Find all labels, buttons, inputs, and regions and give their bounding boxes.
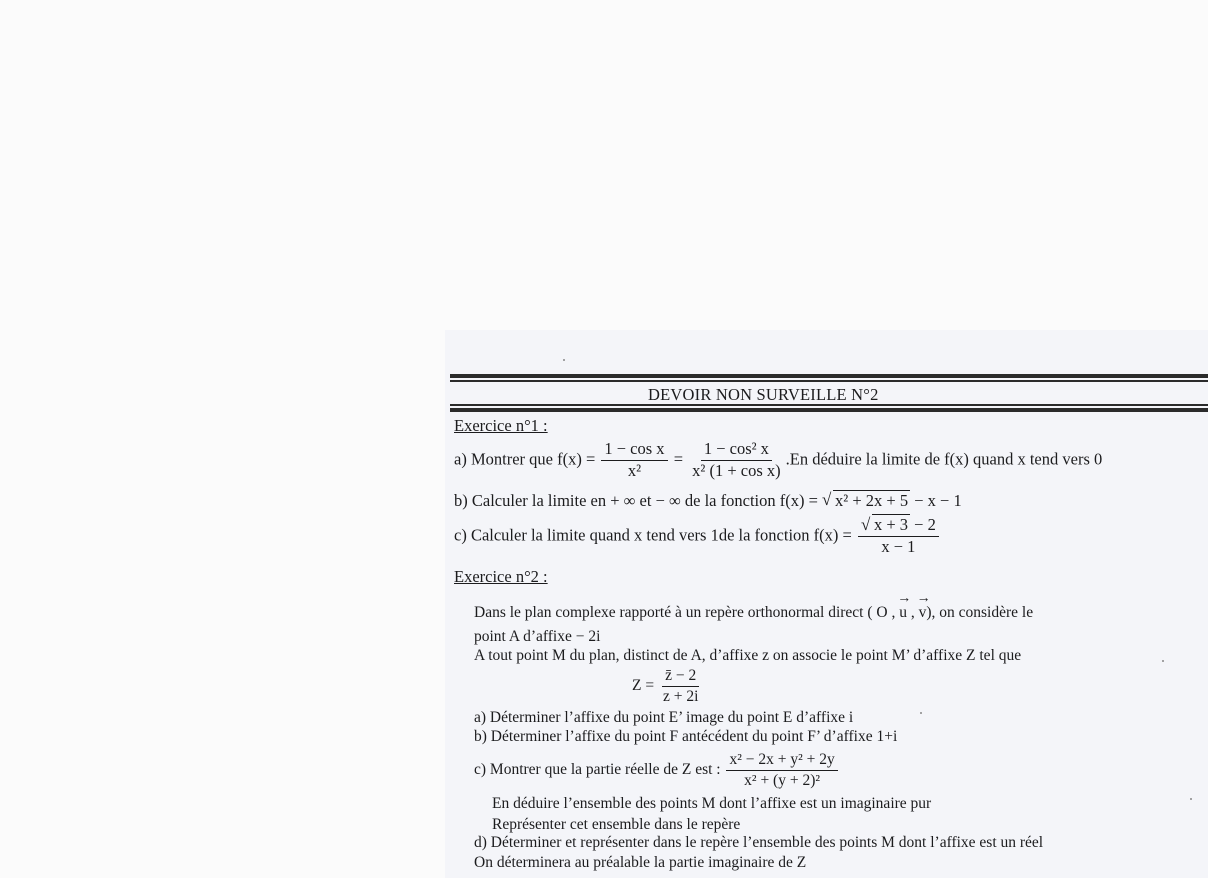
speck [1162, 660, 1164, 662]
fraction-3-numerator-tail: − 2 [914, 515, 936, 534]
question-c-text: c) Calculer la limite quand x tend vers 1de la fonction f(x) = [454, 525, 852, 545]
fraction-3-denominator: x − 1 [881, 536, 916, 556]
intro-text-b: ), on considère le [926, 604, 1034, 621]
real-part-denominator: x² + (y + 2)² [744, 771, 821, 789]
exercise-2-title: Exercice n°2 : [454, 567, 548, 586]
fraction-2-numerator: 1 − cos² x [701, 440, 772, 461]
comma: , [910, 604, 915, 621]
exercise-2-intro-line-2: point A d’affixe − 2i [474, 628, 601, 645]
speck [563, 359, 565, 361]
question-b-tail: − x − 1 [914, 491, 962, 510]
fraction-1-denominator: x² [627, 460, 642, 480]
fraction-3 [858, 516, 939, 557]
square-root-radicand: x² + 2x + 5 [835, 491, 909, 510]
exercise-2-intro-line-3: A tout point M du plan, distinct de A, d’affixe z on associe le point M’ d’affixe Z tel que [474, 647, 1022, 664]
z-fraction [660, 667, 701, 706]
exercise-2-question-a: a) Déterminer l’affixe du point E’ image du point E d’affixe i [474, 709, 854, 726]
vector-v: → v [919, 604, 927, 622]
speck [920, 712, 922, 714]
z-fraction-numerator: z̄ − 2 [662, 667, 699, 687]
exercise-1-title: Exercice n°1 : [454, 416, 548, 435]
exercise-1-question-b [454, 491, 962, 511]
equals-sign: = [673, 449, 683, 469]
real-part-numerator: x² − 2x + y² + 2y [726, 751, 837, 771]
z-label: Z = [632, 676, 655, 694]
z-definition [632, 667, 703, 706]
exercise-2-question-c-line-3: Représenter cet ensemble dans le repère [492, 816, 741, 833]
fraction-1 [601, 440, 667, 481]
page-title: DEVOIR NON SURVEILLE N°2 [648, 385, 879, 404]
z-fraction-denominator: z + 2i [662, 687, 699, 705]
exercise-2-intro-line-1 [474, 604, 1033, 622]
exercise-1-question-c [454, 516, 941, 557]
speck [1190, 798, 1192, 800]
exercise-2-question-c-line-2: En déduire l’ensemble des points M dont l’affixe est un imaginaire pur [492, 795, 932, 812]
question-a-label: a) Montrer que f(x) = [454, 449, 596, 469]
exercise-2-question-d: d) Déterminer et représenter dans le repère l’ensemble des points M dont l’affixe est un réel [474, 834, 1044, 851]
question-b-text: b) Calculer la limite en + ∞ et − ∞ de la fonction f(x) = [454, 491, 818, 510]
fraction-2-denominator: x² (1 + cos x) [692, 460, 781, 480]
fraction-3-numerator [858, 516, 939, 537]
intro-text-a: Dans le plan complexe rapporté à un repère orthonormal direct ( O , [474, 604, 896, 621]
vector-u: → u [899, 604, 907, 622]
header-rule-top-thin [450, 380, 1208, 382]
exercise-2-question-d-line-2: On déterminera au préalable la partie imaginaire de Z [474, 854, 807, 871]
exercise-2-question-b: b) Déterminer l’affixe du point F antécédent du point F’ d’affixe 1+i [474, 728, 898, 745]
question-c-label: c) Montrer que la partie réelle de Z est : [474, 760, 721, 778]
real-part-fraction [726, 751, 837, 790]
header-rule-bottom-thin [450, 404, 1208, 406]
question-a-text: .En déduire la limite de f(x) quand x tend vers 0 [785, 449, 1103, 469]
fraction-1-numerator: 1 − cos x [601, 440, 667, 461]
fraction-2 [689, 440, 784, 481]
exercise-2-question-c [474, 751, 840, 790]
square-root [822, 491, 910, 511]
square-root [861, 516, 910, 535]
exercise-1-question-a [454, 440, 1102, 481]
square-root-radicand: x + 3 [873, 515, 909, 534]
header-rule-bottom [450, 408, 1208, 412]
header-rule-top [450, 374, 1208, 378]
